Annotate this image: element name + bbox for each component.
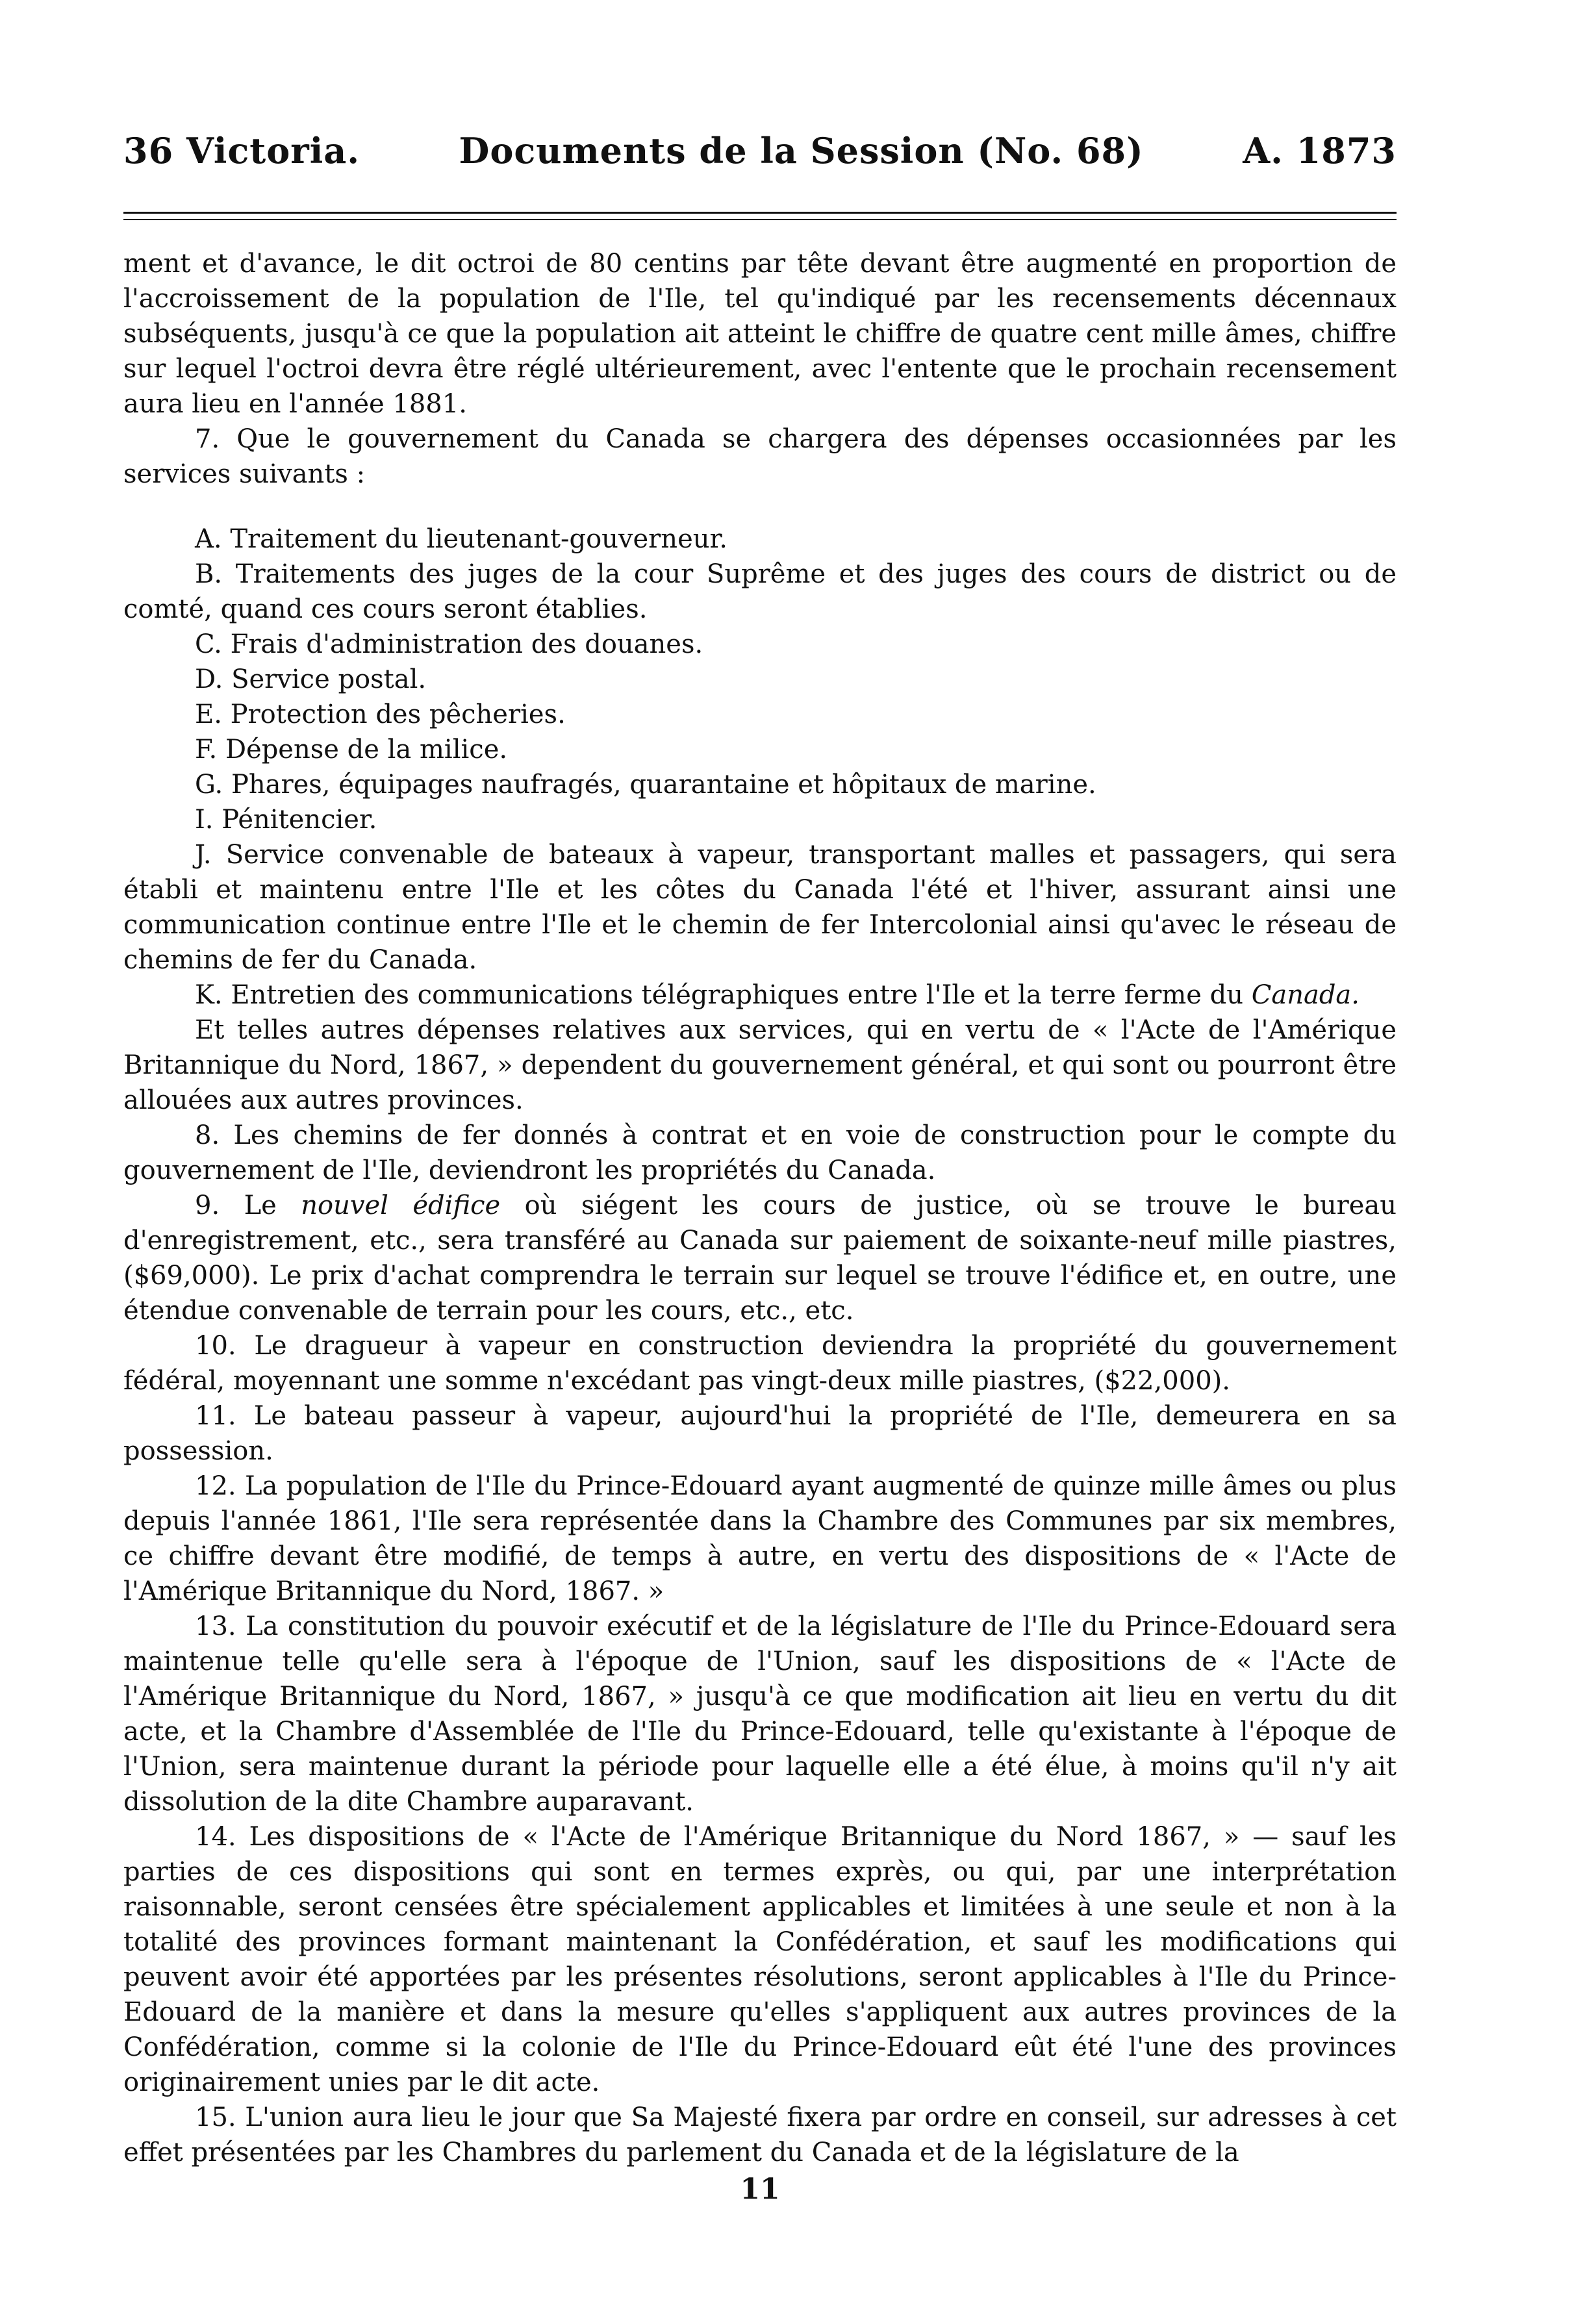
header-volume: 36 Victoria. (123, 130, 360, 171)
paragraph-9-start: 9. Le (195, 1191, 277, 1220)
list-item: F. Dépense de la milice. (195, 735, 508, 764)
list-item: B. Traitements des juges de la cour Suprême et des juges des cours de district ou de comté, quand ces cours seront établies. (123, 559, 1397, 624)
paragraph-10: 10. Le dragueur à vapeur en construction deviendra la propriété du gouvernement fédéral, moyennant une somme n'excédant pas vingt-deux mille piastres, ($22,000). (123, 1331, 1397, 1396)
list-item-k-text: K. Entretien des communications télégraphiques entre l'Ile et la terre ferme du (195, 980, 1244, 1010)
services-list (123, 522, 1397, 1013)
paragraph-7: 7. Que le gouvernement du Canada se chargera des dépenses occasionnées par les services suivants : (123, 424, 1397, 489)
header-title: Documents de la Session (No. 68) (459, 130, 1144, 171)
paragraph-8: 8. Les chemins de fer donnés à contrat et en voie de construction pour le compte du gouvernement de l'Ile, deviendront les propriétés du Canada. (123, 1120, 1397, 1185)
list-item: G. Phares, équipages naufragés, quarantaine et hôpitaux de marine. (195, 770, 1096, 800)
list-item: D. Service postal. (195, 664, 427, 694)
paragraph-15: 15. L'union aura lieu le jour que Sa Majesté fixera par ordre en conseil, sur adresses à cet effet présentées par les Chambres du parlement du Canada et de la législature de la (123, 2103, 1397, 2167)
paragraph-14: 14. Les dispositions de « l'Acte de l'Amérique Britannique du Nord 1867, » — sauf les parties de ces dispositions qui sont en termes exprès, ou qui, par une interprétation raisonnable, seront censées être spécialement applicables et limitées à une seule et non à la totalité des provinces formant maintenant la Confédération, et sauf les modifications qui peuvent avoir été apportées par les présentes résolutions, seront applicables à l'Ile du Prince-Edouard de la manière et dans la mesure qu'elles s'appliquent aux autres provinces de la Confédération, comme si la colonie de l'Ile du Prince-Edouard eût été l'une des provinces originairement unies par le dit acte. (123, 1822, 1397, 2097)
list-item-k-italic: Canada. (1251, 980, 1360, 1010)
page-header (123, 130, 1397, 171)
paragraph-continuation: ment et d'avance, le dit octroi de 80 centins par tête devant être augmenté en proportion de l'accroissement de la population de l'Ile, tel qu'indiqué par les recensements décennaux subséquents, jusqu'à ce que la population ait atteint le chiffre de quatre cent mille âmes, chiffre sur lequel l'octroi devra être réglé ultérieurement, avec l'entente que le prochain recensement aura lieu en l'année 1881. (123, 249, 1397, 419)
document-page (123, 130, 1397, 2206)
paragraph-12: 12. La population de l'Ile du Prince-Edouard ayant augmenté de quinze mille âmes ou plus depuis l'année 1861, l'Ile sera représentée dans la Chambre des Communes par six membres, ce chiffre devant être modifié, de temps à autre, en vertu des dispositions de « l'Acte de l'Amérique Britannique du Nord, 1867. » (123, 1471, 1397, 1606)
list-item: I. Pénitencier. (195, 805, 377, 835)
paragraph-et-telles: Et telles autres dépenses relatives aux services, qui en vertu de « l'Acte de l'Amérique Britannique du Nord, 1867, » dependent du gouvernement général, et qui sont ou pourront être allouées aux autres provinces. (123, 1015, 1397, 1115)
paragraph-9-rest: où siégent les cours de justice, où se trouve le bureau d'enregistrement, etc., sera transféré au Canada sur paiement de soixante-neuf mille piastres, ($69,000). Le prix d'achat comprendra le terrain sur lequel se trouve l'édifice et, en outre, une étendue convenable de terrain pour les cours, etc., etc. (123, 1191, 1397, 1326)
list-item: E. Protection des pêcheries. (195, 700, 566, 729)
list-item: A. Traitement du lieutenant-gouverneur. (195, 524, 727, 554)
list-item-k (123, 978, 1397, 1013)
list-item: C. Frais d'administration des douanes. (195, 629, 703, 659)
document-body (123, 246, 1397, 2170)
list-item: J. Service convenable de bateaux à vapeur, transportant malles et passagers, qui sera établi et maintenu entre l'Ile et les côtes du Canada l'été et l'hiver, assurant ainsi une communication continue entre l'Ile et le chemin de fer Intercolonial ainsi qu'avec le réseau de chemins de fer du Canada. (123, 840, 1397, 975)
paragraph-13: 13. La constitution du pouvoir exécutif et de la législature de l'Ile du Prince-Edouard sera maintenue telle qu'elle sera à l'époque de l'Union, sauf les dispositions de « l'Acte de l'Amérique Britannique du Nord, 1867, » jusqu'à ce que modification ait lieu en vertu du dit acte, et la Chambre d'Assemblée de l'Ile du Prince-Edouard, telle qu'existante à l'époque de l'Union, sera maintenue durant la période pour laquelle elle a été élue, à moins qu'il n'y ait dissolution de la dite Chambre auparavant. (123, 1611, 1397, 1817)
paragraph-9 (123, 1188, 1397, 1328)
page-number: 11 (740, 2173, 780, 2206)
header-rule (123, 212, 1397, 220)
paragraph-9-italic: nouvel édifice (301, 1191, 501, 1220)
header-year: A. 1873 (1243, 130, 1397, 171)
paragraph-11: 11. Le bateau passeur à vapeur, aujourd'hui la propriété de l'Ile, demeurera en sa possession. (123, 1401, 1397, 1466)
